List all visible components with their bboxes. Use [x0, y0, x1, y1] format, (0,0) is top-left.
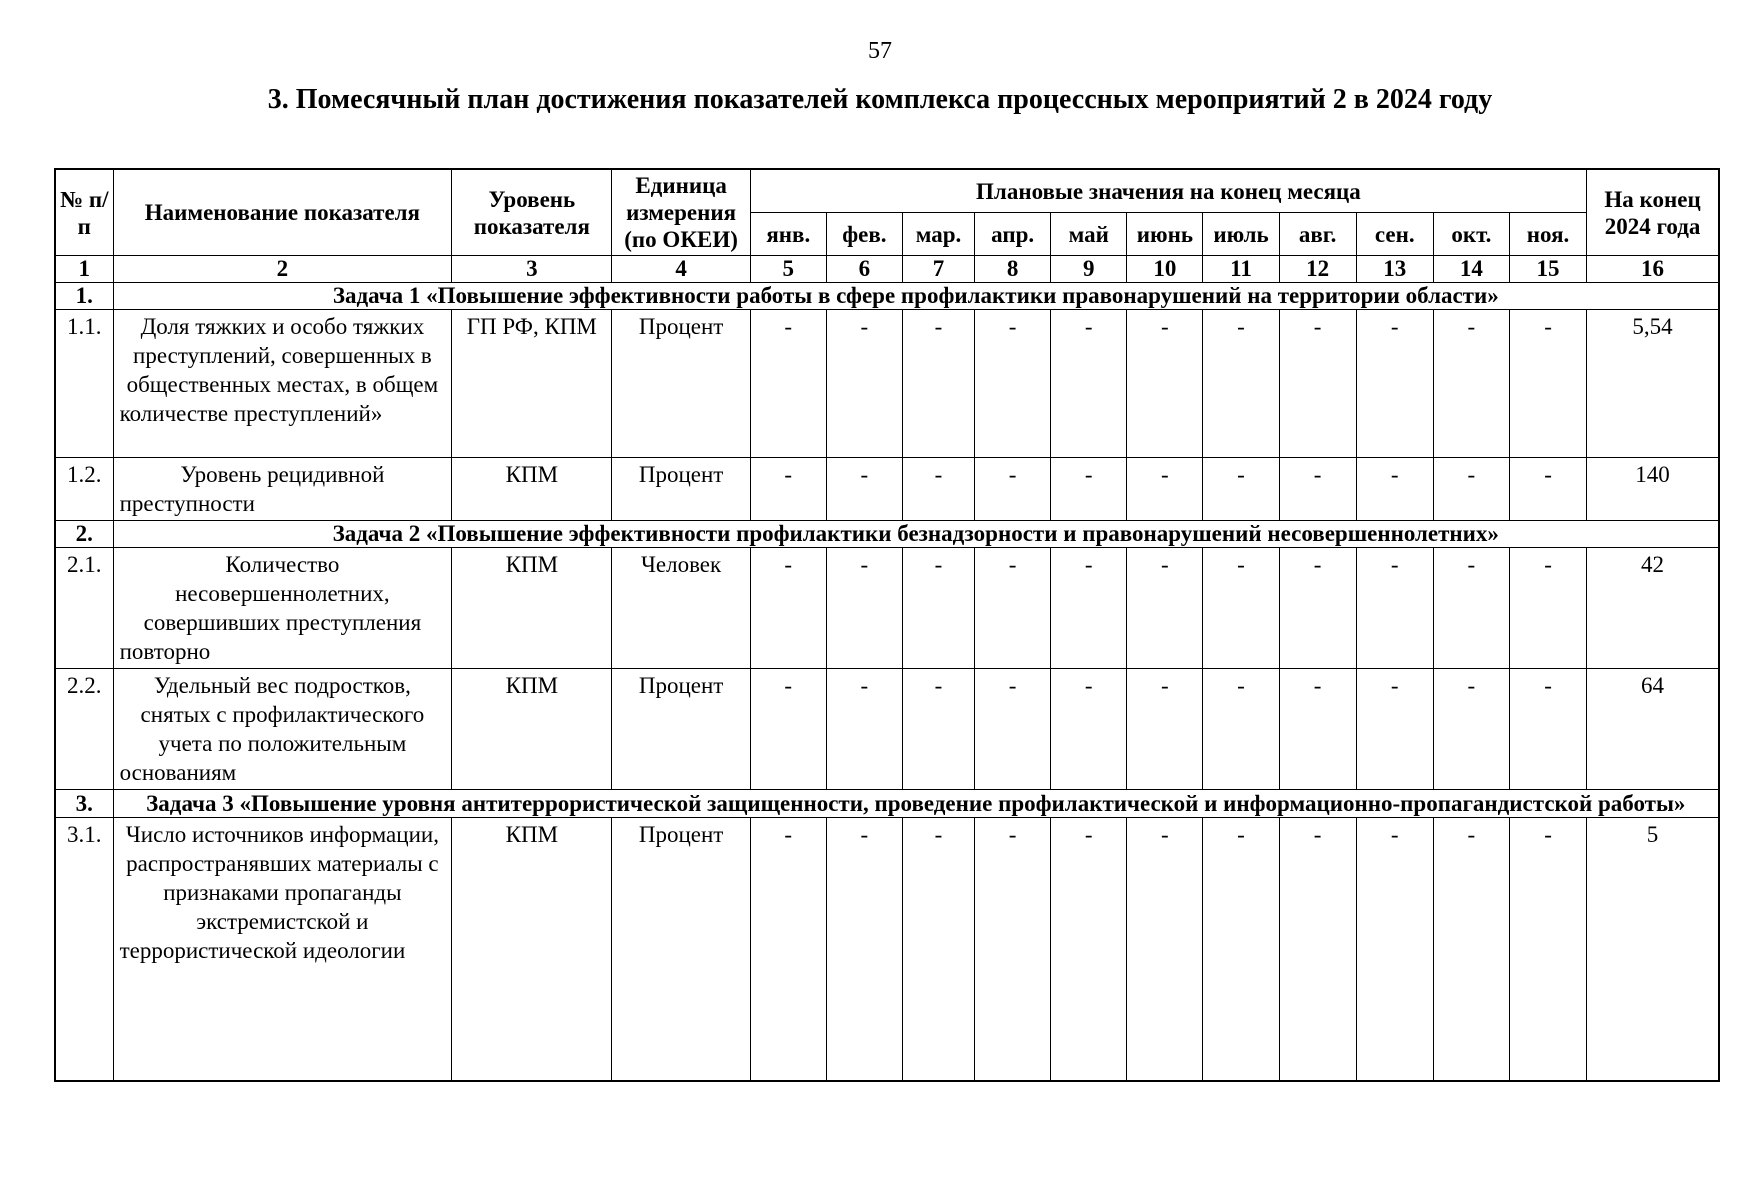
- column-number: 5: [750, 256, 826, 283]
- month-value: -: [975, 310, 1051, 458]
- task-title: Задача 1 «Повышение эффективности работы в сфере профилактики правонарушений на территории области»: [113, 283, 1719, 310]
- indicator-level: КПМ: [452, 818, 612, 1082]
- month-value: -: [1433, 310, 1509, 458]
- column-number: 13: [1356, 256, 1433, 283]
- header-month: янв.: [750, 213, 826, 256]
- indicator-unit: Процент: [612, 458, 750, 521]
- plan-table: [54, 168, 1720, 1082]
- month-value: -: [1051, 548, 1127, 669]
- month-value: -: [1203, 458, 1279, 521]
- month-value: -: [902, 310, 974, 458]
- month-value: -: [1127, 669, 1203, 790]
- column-number: 7: [902, 256, 974, 283]
- month-value: -: [1433, 458, 1509, 521]
- month-value: -: [1203, 310, 1279, 458]
- month-value: -: [1051, 669, 1127, 790]
- column-number: 1: [55, 256, 113, 283]
- month-value: -: [902, 458, 974, 521]
- task-row: [55, 283, 1719, 310]
- month-value: -: [902, 818, 974, 1082]
- month-value: -: [750, 818, 826, 1082]
- month-value: -: [1279, 310, 1356, 458]
- month-value: -: [1279, 458, 1356, 521]
- indicator-unit: Процент: [612, 818, 750, 1082]
- indicator-row: [55, 818, 1719, 1082]
- header-month: ноя.: [1509, 213, 1586, 256]
- column-number: 9: [1051, 256, 1127, 283]
- indicator-number: 2.1.: [55, 548, 113, 669]
- task-row: [55, 790, 1719, 818]
- column-number: 4: [612, 256, 750, 283]
- indicator-name: Доля тяжких и особо тяжких преступлений, совершенных в общественных местах, в общем количестве преступлений»: [113, 310, 452, 458]
- month-value: -: [1203, 548, 1279, 669]
- month-value: -: [750, 548, 826, 669]
- month-value: -: [826, 669, 902, 790]
- indicator-name: Число источников информации, распространявших материалы с признаками пропаганды экстремистской и террористической идеологии: [113, 818, 452, 1082]
- month-value: -: [1433, 818, 1509, 1082]
- month-value: -: [1203, 669, 1279, 790]
- task-title: Задача 3 «Повышение уровня антитеррористической защищенности, проведение профилактической и информационно-пропагандистской работы»: [113, 790, 1719, 818]
- month-value: -: [1279, 669, 1356, 790]
- year-end-value: 64: [1587, 669, 1719, 790]
- header-year-end: На конец 2024 года: [1587, 169, 1719, 256]
- month-value: -: [975, 548, 1051, 669]
- header-level: Уровень показателя: [452, 169, 612, 256]
- month-value: -: [1051, 310, 1127, 458]
- month-value: -: [1127, 548, 1203, 669]
- indicator-unit: Человек: [612, 548, 750, 669]
- month-value: -: [1051, 818, 1127, 1082]
- column-number: 16: [1587, 256, 1719, 283]
- indicator-unit: Процент: [612, 669, 750, 790]
- month-value: -: [1356, 548, 1433, 669]
- month-value: -: [1279, 548, 1356, 669]
- column-number: 14: [1433, 256, 1509, 283]
- month-value: -: [750, 310, 826, 458]
- year-end-value: 140: [1587, 458, 1719, 521]
- month-value: -: [1127, 458, 1203, 521]
- month-value: -: [1509, 548, 1586, 669]
- month-value: -: [1433, 669, 1509, 790]
- indicator-number: 1.1.: [55, 310, 113, 458]
- indicator-row: [55, 548, 1719, 669]
- header-month: апр.: [975, 213, 1051, 256]
- indicator-level: КПМ: [452, 548, 612, 669]
- indicator-name: Количество несовершеннолетних, совершивших преступления повторно: [113, 548, 452, 669]
- month-value: -: [750, 669, 826, 790]
- year-end-value: 5: [1587, 818, 1719, 1082]
- header-month: фев.: [826, 213, 902, 256]
- column-number: 10: [1127, 256, 1203, 283]
- indicator-name: Удельный вес подростков, снятых с профилактического учета по положительным основаниям: [113, 669, 452, 790]
- month-value: -: [1127, 818, 1203, 1082]
- task-row: [55, 521, 1719, 548]
- month-value: -: [1127, 310, 1203, 458]
- column-number: 11: [1203, 256, 1279, 283]
- header-month: окт.: [1433, 213, 1509, 256]
- header-month: май: [1051, 213, 1127, 256]
- page-number: 57: [868, 38, 892, 64]
- month-value: -: [975, 458, 1051, 521]
- month-value: -: [826, 458, 902, 521]
- month-value: -: [1356, 669, 1433, 790]
- year-end-value: 42: [1587, 548, 1719, 669]
- month-value: -: [1356, 310, 1433, 458]
- task-number: 1.: [55, 283, 113, 310]
- column-number: 8: [975, 256, 1051, 283]
- page-title: 3. Помесячный план достижения показателей комплекса процессных мероприятий 2 в 2024 году: [267, 84, 1493, 115]
- header-unit: Единица измерения (по ОКЕИ): [612, 169, 750, 256]
- month-value: -: [1509, 310, 1586, 458]
- month-value: -: [1356, 818, 1433, 1082]
- column-number: 2: [113, 256, 452, 283]
- header-plan: Плановые значения на конец месяца: [750, 169, 1586, 213]
- indicator-number: 1.2.: [55, 458, 113, 521]
- indicator-level: ГП РФ, КПМ: [452, 310, 612, 458]
- task-number: 2.: [55, 521, 113, 548]
- month-value: -: [1051, 458, 1127, 521]
- month-value: -: [1203, 818, 1279, 1082]
- task-title: Задача 2 «Повышение эффективности профилактики безнадзорности и правонарушений несовершеннолетних»: [113, 521, 1719, 548]
- indicator-number: 2.2.: [55, 669, 113, 790]
- month-value: -: [975, 818, 1051, 1082]
- month-value: -: [1433, 548, 1509, 669]
- indicator-name: Уровень рецидивной преступности: [113, 458, 452, 521]
- indicator-unit: Процент: [612, 310, 750, 458]
- column-number: 12: [1279, 256, 1356, 283]
- month-value: -: [826, 548, 902, 669]
- header-name: Наименование показателя: [113, 169, 452, 256]
- column-number: 6: [826, 256, 902, 283]
- year-end-value: 5,54: [1587, 310, 1719, 458]
- month-value: -: [750, 458, 826, 521]
- header-num: № п/п: [55, 169, 113, 256]
- indicator-row: [55, 310, 1719, 458]
- indicator-level: КПМ: [452, 669, 612, 790]
- month-value: -: [826, 310, 902, 458]
- header-month: авг.: [1279, 213, 1356, 256]
- header-month: мар.: [902, 213, 974, 256]
- header-month: июнь: [1127, 213, 1203, 256]
- column-number: 3: [452, 256, 612, 283]
- month-value: -: [1509, 458, 1586, 521]
- month-value: -: [902, 548, 974, 669]
- month-value: -: [1356, 458, 1433, 521]
- column-number: 15: [1509, 256, 1586, 283]
- month-value: -: [1509, 669, 1586, 790]
- column-numbers-row: [55, 256, 1719, 283]
- indicator-row: [55, 458, 1719, 521]
- month-value: -: [826, 818, 902, 1082]
- indicator-level: КПМ: [452, 458, 612, 521]
- task-number: 3.: [55, 790, 113, 818]
- indicator-row: [55, 669, 1719, 790]
- header-month: сен.: [1356, 213, 1433, 256]
- month-value: -: [975, 669, 1051, 790]
- month-value: -: [1509, 818, 1586, 1082]
- month-value: -: [1279, 818, 1356, 1082]
- month-value: -: [902, 669, 974, 790]
- indicator-number: 3.1.: [55, 818, 113, 1082]
- header-row-top: [55, 169, 1719, 213]
- header-month: июль: [1203, 213, 1279, 256]
